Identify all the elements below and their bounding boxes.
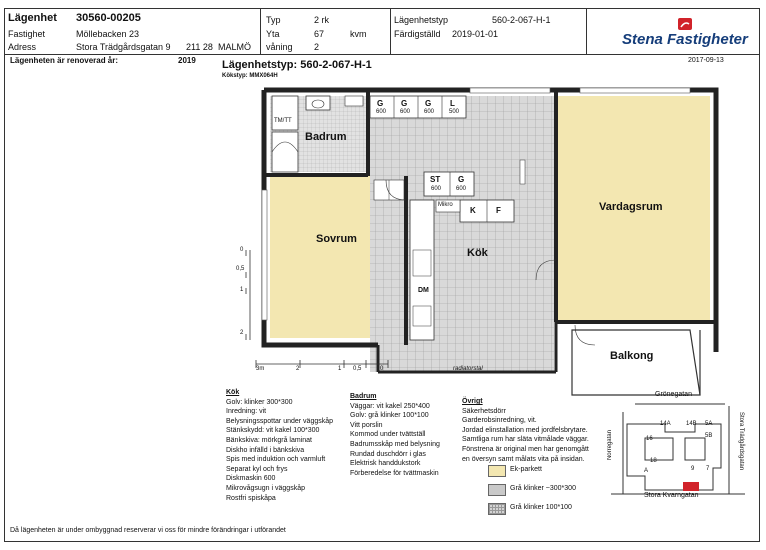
notes-badrum [350,392,440,478]
yta-value: 67 [314,29,325,39]
appliance-dm: DM [418,287,429,294]
kok-floor [370,96,554,372]
lagenhetstyp-label: Lägenhetstyp [394,15,449,25]
yta-label: Yta [266,29,280,39]
scale-0: 0 [380,366,384,372]
notes-ovrigt-title: Övrigt [462,398,483,405]
appliance-g2-size: 600 [400,109,411,115]
legend-swatch-klinker100 [488,503,506,515]
lagenhet-label: Lägenhet [8,12,57,24]
room-kok: Kök [467,247,488,259]
notes-ovrigt-item: Fönstrena är original men har genomgått [462,445,589,453]
legend-swatch-klinker300 [488,484,506,496]
notes-ovrigt [462,397,589,464]
legend-swatch-parkett [488,465,506,477]
scale-left-0: 0 [240,247,244,253]
notes-ovrigt-item: en översyn samt målats vita på insidan. [462,455,585,463]
street-stora-kvarngatan: Stora Kvarngatan [644,492,699,499]
notes-kok-item: Separat kyl och frys [226,465,288,473]
plan-title: Lägenhetstyp: 560-2-067-H-1 [222,59,372,71]
vaning-label: våning [266,42,293,52]
appliance-g1: G [377,99,384,108]
notes-kok-item: Inredning: vit [226,408,267,416]
room-sovrum: Sovrum [316,233,357,245]
appliance-f: F [496,206,501,215]
renovated-label: Lägenheten är renoverad år: [10,56,119,65]
fardigstalld-value: 2019-01-01 [452,29,499,39]
radiator-label: radiatorstal [453,366,483,372]
appliance-g3-size: 600 [424,109,435,115]
adress-value: Stora Trädgårdsgatan 9 [76,42,171,52]
notes-kok-item: Spis med induktion och varmluft [226,456,326,464]
map-label-7: 7 [706,466,710,472]
appliance-g1-size: 600 [376,109,387,115]
vaning-value: 2 [314,42,320,52]
notes-badrum-item: Förberedelse för tvättmaskin [350,469,439,477]
notes-badrum-item: Vitt porslin [350,421,383,429]
site-map [605,398,755,502]
scale-05: 0,5 [353,366,362,372]
appliance-k: K [470,206,476,215]
legend-label-parkett: Ek-parkett [510,466,542,473]
adress-label: Adress [8,42,37,52]
scale-3m: 3m [256,366,265,372]
notes-badrum-item: Väggar: vit kakel 250*400 [350,402,430,410]
legend-label-klinker100: Grå klinker 100*100 [510,504,572,511]
notes-kok-item: Stänkskydd: vit kakel 100*300 [226,427,320,435]
fastighet-value: Möllebacken 23 [76,29,140,39]
notes-badrum-item: Kommod under tvättställ [350,431,426,439]
appliance-g3: G [425,99,432,108]
scale-left-1: 1 [240,287,244,293]
appliance-l: L [450,99,455,108]
map-label-5a: 5A [705,421,713,427]
legend-label-klinker300: Grå klinker ~300*300 [510,485,576,492]
yta-unit: kvm [350,29,367,39]
map-label-14a: 14A [660,421,671,427]
appliance-mikro: Mikro [438,202,453,208]
map-label-18: 18 [650,458,657,464]
notes-ovrigt-item: Samtliga rum har släta vitmålade väggar. [462,436,589,444]
appliance-tmtt: TM/TT [274,118,292,124]
notes-kok-item: Bänkskiva: mörkgrå laminat [226,436,312,444]
notes-ovrigt-item: Säkerhetsdörr [462,407,506,415]
footer-note: Då lägenheten är under ombyggnad reserverar vi oss för mindre förändringar i utförandet [10,527,286,534]
room-balkong: Balkong [610,350,654,362]
plan-subtitle: Kökstyp: MMX064H [222,73,278,79]
appliance-g4: G [458,175,465,184]
notes-badrum-item: Rundad duschdörr i glas [350,450,426,458]
typ-label: Typ [266,15,281,25]
notes-badrum-title: Badrum [350,393,377,400]
notes-kok-item: Rostfri spiskåpa [226,494,276,502]
renovated-value: 2019 [178,56,196,65]
postnr: 211 28 [186,42,213,52]
notes-badrum-item: Golv: grå klinker 100*100 [350,412,429,420]
appliance-g4-size: 600 [456,186,467,192]
notes-kok-item: Golv: klinker 300*300 [226,398,293,406]
map-label-a: A [644,468,649,474]
appliance-g2: G [401,99,408,108]
room-badrum: Badrum [305,131,347,143]
scale-1: 1 [338,366,342,372]
map-label-16: 16 [646,436,653,442]
room-vardagsrum: Vardagsrum [599,201,663,213]
logo-text: Stena Fastigheter [622,31,748,48]
scale-2: 2 [296,366,300,372]
ort: MALMÖ [218,42,252,52]
notes-badrum-item: Elektrisk handdukstork [350,460,421,468]
notes-kok [226,388,333,503]
fastighet-label: Fastighet [8,29,46,39]
appliance-st-size: 600 [431,186,442,192]
notes-kok-item: Diskho infälld i bänkskiva [226,446,305,454]
lagenhet-value: 30560-00205 [76,12,141,24]
appliance-l-size: 500 [449,109,460,115]
map-label-14b: 14B [686,421,697,427]
notes-badrum-item: Badrumsskåp med belysning [350,440,440,448]
appliance-st: ST [430,175,441,184]
typ-value: 2 rk [314,15,330,25]
street-stora-tradgardsgatan: Stora Trädgårdsgatan [738,412,744,471]
map-label-9: 9 [691,466,695,472]
plan-date: 2017-09-13 [688,57,724,64]
scale-left-2: 2 [240,330,244,336]
notes-kok-item: Mikrovågsugn i väggskåp [226,484,305,492]
notes-kok-item: Diskmaskin 600 [226,475,276,483]
notes-kok-item: Belysningsspottar under väggskåp [226,417,334,425]
notes-ovrigt-item: Jordad elinstallation med jordfelsbrytare. [462,426,588,434]
notes-ovrigt-item: Garderobsinredning, vit. [462,417,537,425]
street-gronegatan: Grönegatan [655,391,692,398]
notes-kok-title: Kök [226,389,240,396]
scale-left-05: 0,5 [236,266,245,272]
street-norregatan: Norregatan [607,430,613,461]
fardigstalld-label: Färdigställd [394,29,441,39]
lagenhetstyp-value: 560-2-067-H-1 [492,15,551,25]
map-label-5b: 5B [705,433,713,439]
